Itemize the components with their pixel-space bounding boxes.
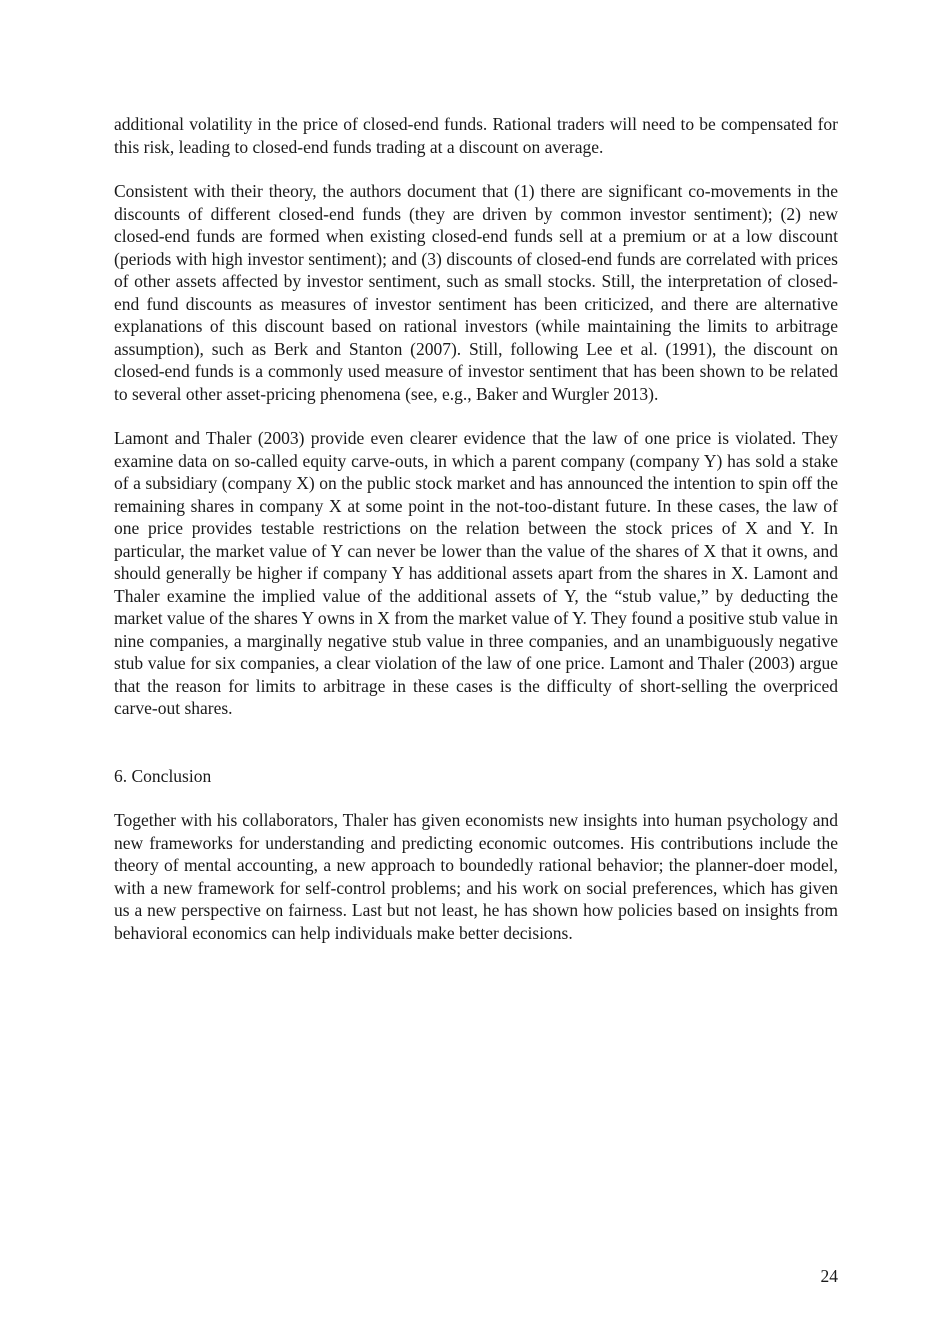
paragraph-closed-end-evidence: Consistent with their theory, the authors document that (1) there are significant co-movements in the discounts of different closed-end funds (they are driven by common investor sentiment); (2) new closed-end funds are formed when existing closed-end funds sell at a premium or at a low discount (periods with high investor sentiment); and (3) discounts of closed-end funds are correlated with prices of other assets affected by investor sentiment, such as small stocks. Still, the interpretation of closed-end fund discounts as measures of investor sentiment has been criticized, and there are alternative explanations of this discount based on rational investors (while maintaining the limits to arbitrage assumption), such as Berk and Stanton (2007). Still, following Lee et al. (1991), the discount on closed-end funds is a commonly used measure of investor sentiment that has been shown to be related to several other asset-pricing phenomena (see, e.g., Baker and Wurgler 2013). [114, 181, 838, 404]
page-body [114, 113, 838, 944]
paragraph-equity-carve-outs: Lamont and Thaler (2003) provide even clearer evidence that the law of one price is violated. They examine data on so-called equity carve-outs, in which a parent company (company Y) has sold a stake of a subsidiary (company X) on the public stock market and has announced the intention to spin off the remaining shares in company X at some point in the not-too-distant future. In these cases, the law of one price provides testable restrictions on the relation between the stock prices of X and Y. In particular, the market value of Y can never be lower than the value of the shares of X that it owns, and should generally be higher if company Y has additional assets apart from the shares in X. Lamont and Thaler examine the implied value of the additional assets of Y, the “stub value,” by deducting the market value of the shares Y owns in X from the market value of Y. They found a positive stub value in nine companies, a marginally negative stub value in three companies, and an unambiguously negative stub value for six companies, a clear violation of the law of one price. Lamont and Thaler (2003) argue that the reason for limits to arbitrage in these cases is the difficulty of short-selling the overpriced carve-out shares. [114, 428, 838, 718]
section-heading-conclusion: 6. Conclusion [114, 765, 212, 786]
page-number: 24 [820, 1266, 838, 1286]
paragraph-conclusion: Together with his collaborators, Thaler has given economists new insights into human psychology and new frameworks for understanding and predicting economic outcomes. His contributions include the theory of mental accounting, a new approach to boundedly rational behavior; the planner-doer model, with a new framework for self-control problems; and his work on social preferences, which has given us a new perspective on fairness. Last but not least, he has shown how policies based on insights from behavioral economics can help individuals make better decisions. [114, 810, 838, 943]
paragraph-closed-end-volatility: additional volatility in the price of closed-end funds. Rational traders will need to be compensated for this risk, leading to closed-end funds trading at a discount on average. [114, 114, 838, 157]
